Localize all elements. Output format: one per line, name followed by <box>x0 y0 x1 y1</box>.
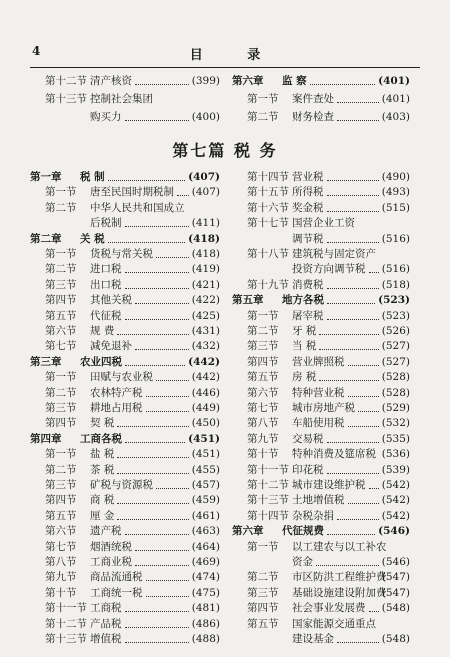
dot-leader <box>108 242 185 243</box>
toc-entry-number: 第十三节 <box>45 93 87 105</box>
toc-page-number: (547) <box>381 571 410 584</box>
toc-page-number: (539) <box>381 463 410 476</box>
toc-entry-title: 规 费 <box>90 325 115 337</box>
toc-entry-number: 第一节 <box>45 248 77 260</box>
toc-page-number: (528) <box>381 371 410 384</box>
toc-entry-title: 货税与常关税 <box>90 248 153 260</box>
toc-page-number: (546) <box>378 525 410 538</box>
toc-entry-number: 第八节 <box>45 556 77 568</box>
dot-leader <box>337 519 379 520</box>
dot-leader <box>135 84 189 85</box>
toc-page-number: (529) <box>381 402 410 414</box>
toc-page-number: (535) <box>381 432 410 445</box>
toc-page-number: (542) <box>381 494 410 507</box>
toc-entry-number: 第十四节 <box>247 509 289 522</box>
toc-page-number: (464) <box>191 540 220 553</box>
toc-entry-title: 监 察 <box>282 75 307 87</box>
toc-entry-title: 进口税 <box>90 263 122 276</box>
toc-entry-title: 土地增值税 <box>292 494 345 507</box>
toc-page-number: (548) <box>381 602 410 615</box>
toc-entry-number: 第二节 <box>247 325 279 337</box>
dot-leader <box>348 365 379 366</box>
toc-entry-number: 第四节 <box>45 417 77 430</box>
dot-leader <box>348 503 379 504</box>
toc-page-number: (455) <box>191 463 220 476</box>
toc-entry-number: 第一节 <box>247 309 279 322</box>
dot-leader <box>135 349 189 350</box>
toc-page-number: (432) <box>191 340 220 353</box>
toc-page-number: (527) <box>381 355 410 368</box>
toc-entry-number: 第三节 <box>45 479 77 491</box>
toc-entry-title: 烟酒统税 <box>90 540 132 553</box>
toc-entry-title: 田赋与农业税 <box>90 371 153 384</box>
toc-page-number: (425) <box>191 309 220 322</box>
dot-leader <box>337 120 379 121</box>
toc-page-number: (419) <box>191 263 220 276</box>
toc-entry-number: 第十三节 <box>247 494 289 507</box>
toc-page-number: (418) <box>188 232 220 245</box>
dot-leader <box>125 120 189 121</box>
dot-leader <box>348 426 379 427</box>
dot-leader <box>337 102 379 103</box>
toc-page-number: (528) <box>381 386 410 399</box>
toc-entry-number: 第一章 <box>30 171 62 183</box>
toc-entry-continuation <box>30 108 220 126</box>
toc-entry-title: 建筑税与固定资产 <box>292 248 376 260</box>
toc-entry-title: 产品税 <box>90 617 122 630</box>
toc-entry-number: 第六章 <box>232 75 264 87</box>
dot-leader <box>146 580 189 581</box>
toc-entry-number: 第十二节 <box>247 479 289 491</box>
toc-entry-number: 第十五节 <box>247 186 289 199</box>
dot-leader <box>125 319 189 320</box>
dot-leader <box>146 596 189 597</box>
toc-entry-number: 第二章 <box>30 232 62 245</box>
toc-page-number: (403) <box>381 111 410 123</box>
toc-entry-number: 第五节 <box>45 509 77 522</box>
toc-page-number: (407) <box>188 171 220 183</box>
toc-page-number: (547) <box>381 586 410 599</box>
toc-entry-title: 资金 <box>292 556 313 568</box>
toc-entry-title: 厘 金 <box>90 509 115 522</box>
toc-page-number: (461) <box>191 509 220 522</box>
toc-entry-title: 关 税 <box>80 232 105 245</box>
toc-page-number: (542) <box>381 509 410 522</box>
dot-leader <box>310 84 375 85</box>
toc-entry-number: 第六节 <box>45 525 77 538</box>
dot-leader <box>125 442 185 443</box>
toc-entry-title: 国营企业工资 <box>292 217 355 230</box>
toc-page-number: (399) <box>191 75 220 87</box>
toc-page-number: (401) <box>381 93 410 105</box>
dot-leader <box>327 442 379 443</box>
toc-entry-title: 工商各税 <box>80 432 122 445</box>
toc-entry-number: 第二节 <box>247 111 279 123</box>
header-rule <box>30 67 420 68</box>
toc-entry-title: 其他关税 <box>90 294 132 307</box>
dot-leader <box>327 473 379 474</box>
toc-page-number: (546) <box>381 556 410 568</box>
dot-leader <box>348 396 379 397</box>
toc-entry-number: 第四章 <box>30 432 62 445</box>
toc-page-number: (536) <box>381 448 410 461</box>
toc-page-number: (518) <box>381 278 410 291</box>
toc-entry-title: 增值税 <box>90 633 122 645</box>
toc-entry-title: 牙 税 <box>292 325 317 337</box>
dot-leader <box>327 180 379 181</box>
toc-entry-number: 第七节 <box>247 402 279 414</box>
dot-leader <box>117 503 189 504</box>
toc-entry-title: 当 税 <box>292 340 317 353</box>
toc-entry-title: 商品流通税 <box>90 571 143 584</box>
dot-leader <box>319 349 379 350</box>
toc-entry-title: 农业四税 <box>80 355 122 368</box>
toc-page-number: (442) <box>188 355 220 368</box>
toc-entry-title: 工商统一税 <box>90 586 143 599</box>
toc-entry-number: 第一节 <box>45 371 77 384</box>
toc-page-number: (481) <box>191 602 220 615</box>
toc-entry-number: 第十七节 <box>247 217 289 230</box>
toc-entry-title: 车船使用税 <box>292 417 345 430</box>
toc-entry-number: 第五节 <box>247 617 279 630</box>
toc-entry-title: 屠宰税 <box>292 309 324 322</box>
toc-entry-number: 第四节 <box>45 494 77 507</box>
toc-entry-title: 投资方向调节税 <box>292 263 366 276</box>
dot-leader <box>125 627 189 628</box>
dot-leader <box>358 411 379 412</box>
toc-entry-number: 第三章 <box>30 355 62 368</box>
toc-section-entry <box>232 90 410 108</box>
toc-page-number: (463) <box>191 525 220 538</box>
part-title: 第七篇 税 务 <box>172 141 278 160</box>
toc-entry-title: 营业牌照税 <box>292 355 345 368</box>
toc-page-number: (516) <box>381 263 410 276</box>
toc-entry-title: 代征规费 <box>282 525 324 538</box>
toc-page-number: (469) <box>191 556 220 568</box>
toc-entry-title: 国家能源交通重点 <box>292 617 376 630</box>
toc-chapter-entry <box>232 72 410 90</box>
toc-page-number: (523) <box>378 294 410 307</box>
toc-left-column <box>30 168 220 648</box>
toc-entry-title: 城市房地产税 <box>292 402 355 414</box>
dot-leader <box>125 642 189 643</box>
dot-leader <box>337 642 379 643</box>
toc-entry-title: 城市建设维护税 <box>292 479 366 491</box>
toc-entry-number: 第四节 <box>247 355 279 368</box>
toc-entry-number: 第二节 <box>45 386 77 399</box>
toc-entry-number: 第六章 <box>232 525 264 538</box>
toc-entry-title: 特种营业税 <box>292 386 345 399</box>
toc-page-number: (475) <box>191 586 220 599</box>
toc-entry-number: 第四节 <box>45 294 77 307</box>
dot-leader <box>327 534 375 535</box>
toc-entry-number: 第十六节 <box>247 201 289 214</box>
toc-page-number: (401) <box>378 75 410 87</box>
toc-entry-number: 第十节 <box>45 586 77 599</box>
dot-leader <box>125 272 189 273</box>
toc-page-number: (486) <box>191 617 220 630</box>
dot-leader <box>327 242 379 243</box>
dot-leader <box>369 272 379 273</box>
toc-entry-number: 第三节 <box>45 278 77 291</box>
toc-entry-number: 第二节 <box>45 263 77 276</box>
dot-leader <box>146 411 189 412</box>
toc-entry-title: 茶 税 <box>90 463 115 476</box>
toc-entry-title: 购买力 <box>90 111 122 123</box>
toc-entry-number: 第十一节 <box>45 602 87 615</box>
toc-entry-title: 以工建农与以工补农 <box>292 540 387 553</box>
toc-entry-title: 耕地占用税 <box>90 402 143 414</box>
toc-page-number: (527) <box>381 340 410 353</box>
toc-entry-title: 房 税 <box>292 371 317 384</box>
toc-entry-number: 第九节 <box>247 432 279 445</box>
dot-leader <box>327 195 379 196</box>
toc-entry-title: 财务检查 <box>292 111 334 123</box>
toc-entry-number: 第六节 <box>247 386 279 399</box>
toc-page-number: (516) <box>381 232 410 245</box>
toc-entry-title: 遗产税 <box>90 525 122 538</box>
toc-page-number: (422) <box>191 294 220 307</box>
dot-leader <box>135 550 189 551</box>
toc-page-number: (451) <box>191 448 220 461</box>
toc-page-number: (449) <box>191 402 220 414</box>
toc-entry-number: 第十二节 <box>45 617 87 630</box>
toc-entry-number: 第一节 <box>45 186 77 199</box>
toc-entry-title: 地方各税 <box>282 294 324 307</box>
toc-entry-title: 税 制 <box>80 171 105 183</box>
dot-leader <box>125 226 189 227</box>
toc-page-number: (450) <box>191 417 220 430</box>
dot-leader <box>319 334 379 335</box>
toc-entry-title: 印花税 <box>292 463 324 476</box>
toc-entry-number: 第七节 <box>45 340 77 353</box>
toc-entry-title: 控制社会集团 <box>90 93 153 105</box>
toc-page-number: (459) <box>191 494 220 507</box>
toc-page-number: (431) <box>191 325 220 337</box>
toc-section-entry <box>30 90 220 108</box>
toc-entry-number: 第三节 <box>247 586 279 599</box>
toc-entry-number: 第七节 <box>45 540 77 553</box>
toc-page-number: (451) <box>188 432 220 445</box>
toc-page-number: (515) <box>381 201 410 214</box>
toc-page-number: (411) <box>191 217 220 230</box>
toc-page-number: (523) <box>381 309 410 322</box>
toc-top-right-column <box>232 72 410 126</box>
toc-entry-continuation <box>232 630 410 648</box>
toc-page-number: (542) <box>381 479 410 491</box>
toc-page-number: (474) <box>191 571 220 584</box>
toc-entry-number: 第三节 <box>45 402 77 414</box>
toc-entry-number: 第十八节 <box>247 248 289 260</box>
toc-entry-title: 特种消费及筵席税 <box>292 448 376 461</box>
toc-entry-number: 第四节 <box>247 602 279 615</box>
toc-entry-number: 第十三节 <box>45 633 87 645</box>
toc-entry-number: 第十四节 <box>247 171 289 183</box>
toc-section-entry <box>30 630 220 648</box>
toc-page-number: (407) <box>191 186 220 199</box>
toc-entry-title: 唐至民国时期税制 <box>90 186 174 199</box>
toc-entry-number: 第五节 <box>247 371 279 384</box>
dot-leader <box>369 611 379 612</box>
toc-entry-title: 矿税与资源税 <box>90 479 153 491</box>
dot-leader <box>108 180 185 181</box>
toc-section-entry <box>232 108 410 126</box>
dot-leader <box>117 426 189 427</box>
toc-entry-title: 所得税 <box>292 186 324 199</box>
toc-page-number: (446) <box>191 386 220 399</box>
toc-entry-title: 契 税 <box>90 417 115 430</box>
dot-leader <box>327 211 379 212</box>
toc-entry-title: 中华人民共和国成立 <box>90 201 185 214</box>
toc-entry-title: 工商业税 <box>90 556 132 568</box>
dot-leader <box>117 519 189 520</box>
toc-entry-number: 第八节 <box>247 417 279 430</box>
toc-entry-number: 第五节 <box>45 309 77 322</box>
toc-entry-number: 第五章 <box>232 294 264 307</box>
toc-entry-number: 第三节 <box>247 340 279 353</box>
running-title: 目 录 <box>189 48 281 63</box>
toc-entry-title: 营业税 <box>292 171 324 183</box>
toc-entry-number: 第十一节 <box>247 463 289 476</box>
toc-entry-number: 第十九节 <box>247 278 289 291</box>
dot-leader <box>369 488 379 489</box>
toc-page-number: (400) <box>191 111 220 123</box>
toc-entry-title: 农林特产税 <box>90 386 143 399</box>
page-number: 4 <box>32 44 41 58</box>
dot-leader <box>327 288 379 289</box>
toc-page-number: (490) <box>381 171 410 183</box>
toc-entry-number: 第十二节 <box>45 75 87 87</box>
toc-entry-title: 交易税 <box>292 432 324 445</box>
toc-entry-title: 后税制 <box>90 217 122 230</box>
toc-page-number: (442) <box>191 371 220 384</box>
toc-page-number: (421) <box>191 278 220 291</box>
dot-leader <box>177 195 189 196</box>
dot-leader <box>117 334 189 335</box>
toc-page-number: (526) <box>381 325 410 337</box>
dot-leader <box>156 257 189 258</box>
toc-entry-title: 清产核资 <box>90 75 132 87</box>
toc-entry-number: 第一节 <box>247 93 279 105</box>
toc-entry-title: 市区防洪工程维护费 <box>292 571 387 584</box>
toc-entry-title: 建设基金 <box>292 633 334 645</box>
toc-entry-title: 社会事业发展费 <box>292 602 366 615</box>
toc-entry-number: 第六节 <box>45 325 77 337</box>
dot-leader <box>146 396 189 397</box>
toc-entry-number: 第十节 <box>247 448 279 461</box>
toc-page-number: (532) <box>381 417 410 430</box>
toc-entry-title: 调节税 <box>292 232 324 245</box>
toc-entry-number: 第二节 <box>247 571 279 584</box>
dot-leader <box>135 303 189 304</box>
dot-leader <box>117 457 189 458</box>
toc-entry-number: 第二节 <box>45 201 77 214</box>
toc-entry-number: 第一节 <box>247 540 279 553</box>
toc-entry-title: 案件查处 <box>292 93 334 105</box>
toc-top-left-column <box>30 72 220 126</box>
toc-page-number: (488) <box>191 633 220 645</box>
dot-leader <box>327 319 379 320</box>
toc-entry-title: 杂税杂捐 <box>292 509 334 522</box>
toc-entry-title: 工商税 <box>90 602 122 615</box>
dot-leader <box>156 488 189 489</box>
toc-entry-title: 奖金税 <box>292 201 324 214</box>
toc-entry-title: 消费税 <box>292 278 324 291</box>
toc-entry-title: 代征税 <box>90 309 122 322</box>
toc-entry-number: 第一节 <box>45 448 77 461</box>
dot-leader <box>125 365 185 366</box>
dot-leader <box>117 473 189 474</box>
dot-leader <box>327 303 375 304</box>
dot-leader <box>125 288 189 289</box>
dot-leader <box>156 380 189 381</box>
dot-leader <box>319 380 379 381</box>
toc-page-number: (548) <box>381 633 410 645</box>
toc-entry-title: 出口税 <box>90 278 122 291</box>
toc-entry-title: 减免退补 <box>90 340 132 353</box>
toc-page-number: (457) <box>191 479 220 491</box>
toc-entry-number: 第二节 <box>45 463 77 476</box>
dot-leader <box>125 534 189 535</box>
toc-section-entry <box>30 72 220 90</box>
dot-leader <box>316 565 379 566</box>
dot-leader <box>125 611 189 612</box>
dot-leader <box>135 565 189 566</box>
toc-entry-title: 商 税 <box>90 494 115 507</box>
toc-page-number: (418) <box>191 248 220 260</box>
toc-entry-title: 基础设施建设附加费 <box>292 586 387 599</box>
toc-entry-title: 盐 税 <box>90 448 115 461</box>
toc-right-column <box>232 168 410 648</box>
toc-entry-number: 第九节 <box>45 571 77 584</box>
toc-page-number: (493) <box>381 186 410 199</box>
